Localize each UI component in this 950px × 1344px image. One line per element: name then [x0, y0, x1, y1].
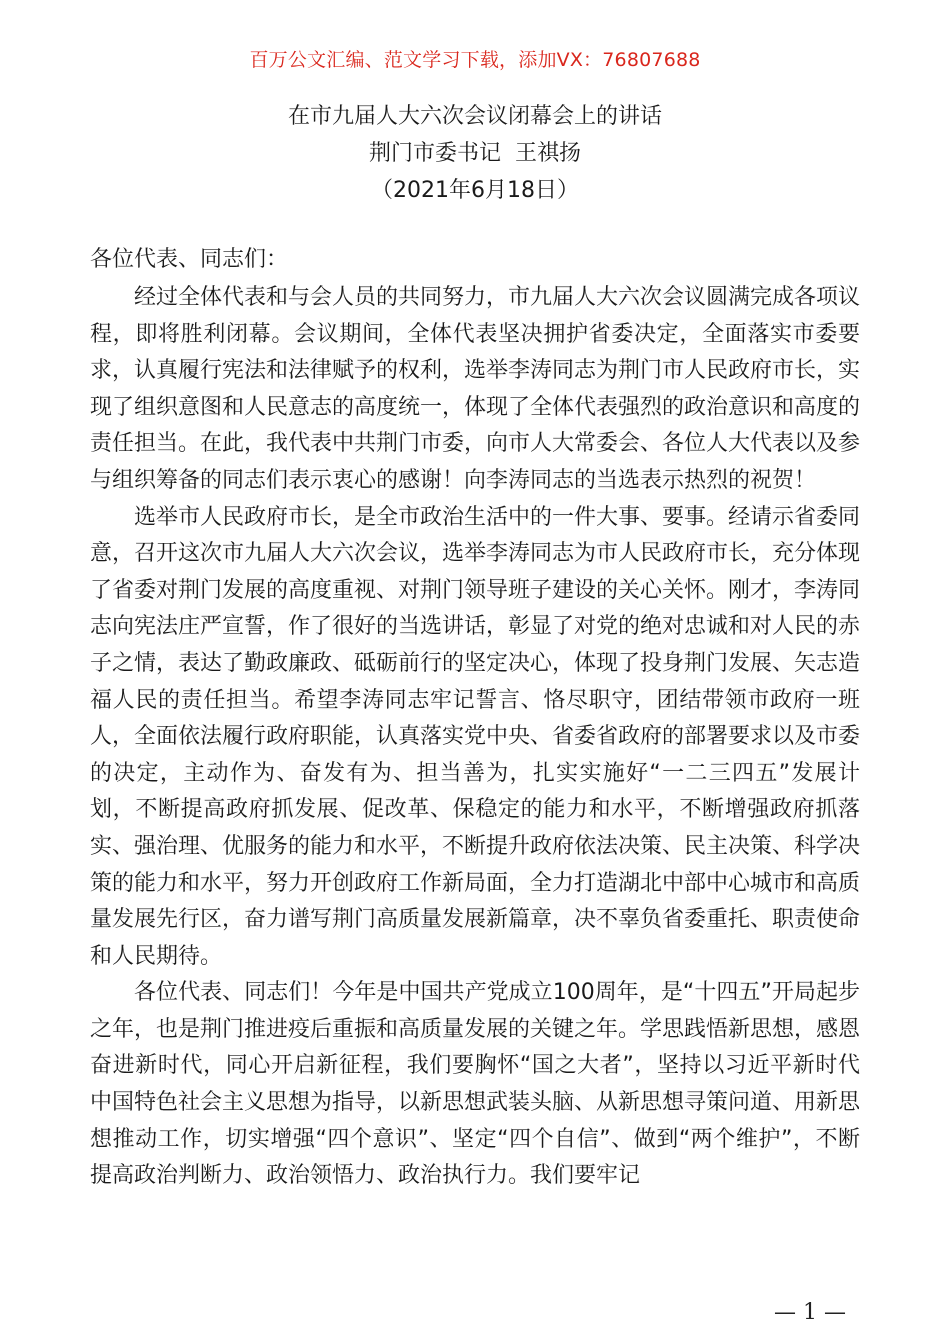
document-title: 在市九届人大六次会议闭幕会上的讲话	[287, 104, 662, 129]
salutation: 各位代表、同志们：	[90, 247, 289, 272]
paragraph-3: 各位代表、同志们！今年是中国共产党成立100周年，是“十四五”开局起步之年，也是荆门推进疫后重振和高质量发展的关键之年。学思践悟新思想，感恩奋进新时代，同心开启新征程，我们要胸怀“国之大者”，坚持以习近平新时代中国特色社会主义思想为指导，以新思想武装头脑、从新思想寻策问道、用新思想推动工作，切实增强“四个意识”、坚定“四个自信”、做到“两个维护”，不断提高政治判断力、政治领悟力、政治执行力。我们要牢记	[90, 980, 861, 1189]
page-number: — 1 —	[774, 1300, 846, 1325]
paragraph-2: 选举市人民政府市长，是全市政治生活中的一件大事、要事。经请示省委同意，召开这次市九届人大六次会议，选举李涛同志为市人民政府市长，充分体现了省委对荆门发展的高度重视、对荆门领导班子建设的关心关怀。刚才，李涛同志向宪法庄严宣誓，作了很好的当选讲话，彰显了对党的绝对忠诚和对人民的赤子之情，表达了勤政廉政、砥砺前行的坚定决心，体现了投身荆门发展、矢志造福人民的责任担当。希望李涛同志牢记誓言、恪尽职守，团结带领市政府一班人，全面依法履行政府职能，认真落实党中央、省委省政府的部署要求以及市委的决定，主动作为、奋发有为、担当善为，扎实实施好“一二三四五”发展计划，不断提高政府抓发展、促改革、保稳定的能力和水平，不断增强政府抓落实、强治理、优服务的能力和水平，不断提升政府依法决策、民主决策、科学决策的能力和水平，努力开创政府工作新局面，全力打造湖北中部中心城市和高质量发展先行区，奋力谱写荆门高质量发展新篇章，决不辜负省委重托、职责使命和人民期待。	[90, 504, 861, 969]
title-block	[0, 98, 950, 209]
header-banner: 百万公文汇编、范文学习下载，添加VX：76807688	[249, 49, 701, 71]
speech-body	[90, 280, 860, 1195]
paragraph-1: 经过全体代表和与会人员的共同努力，市九届人大六次会议圆满完成各项议程，即将胜利闭幕。会议期间，全体代表坚决拥护省委决定，全面落实市委要求，认真履行宪法和法律赋予的权利，选举李涛同志为荆门市人民政府市长，实现了组织意图和人民意志的高度统一，体现了全体代表强烈的政治意识和高度的责任担当。在此，我代表中共荆门市委，向市人大常委会、各位人大代表以及参与组织筹备的同志们表示衷心的感谢！向李涛同志的当选表示热烈的祝贺！	[90, 285, 861, 493]
speaker-line: 荆门市委书记 王祺扬	[369, 141, 581, 166]
speech-date: （2021年6月18日）	[371, 178, 579, 203]
